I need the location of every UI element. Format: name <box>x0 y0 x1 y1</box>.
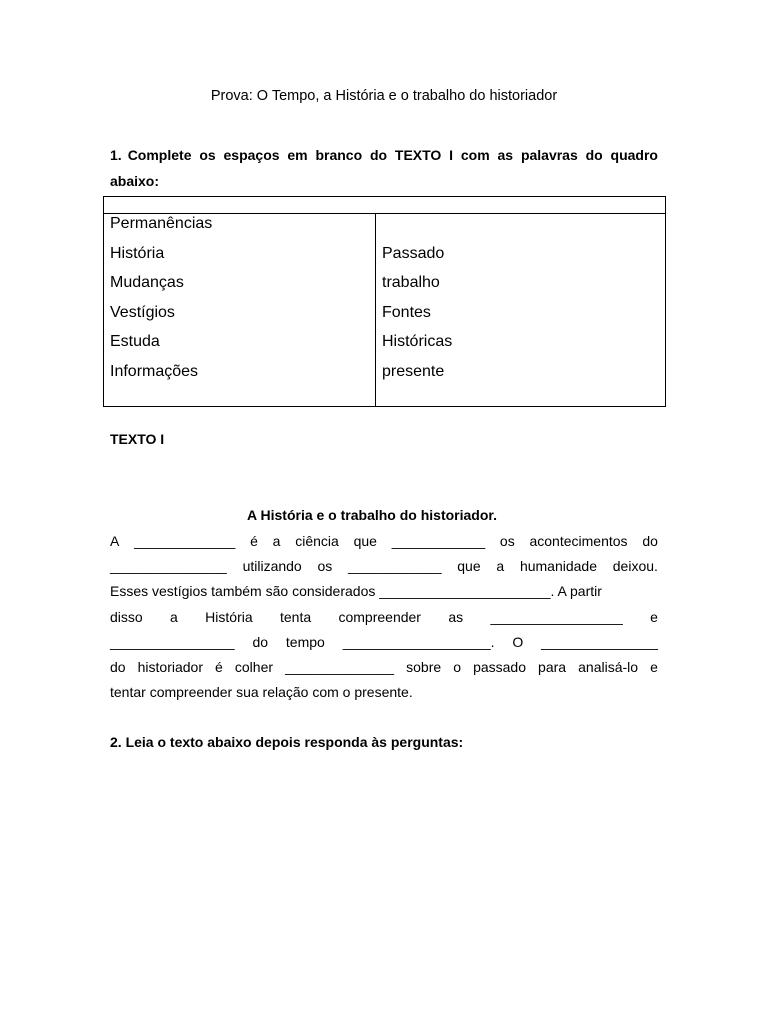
fill-in-paragraph <box>110 529 658 705</box>
question-1-number: 1. <box>110 147 122 163</box>
table-divider-vertical <box>375 213 376 406</box>
paragraph-line <box>110 655 658 680</box>
paragraph-word: ______________ <box>285 658 395 675</box>
question-1-text: Complete os espaços em branco do TEXTO I com as palavras do quadro abaixo: <box>110 147 658 189</box>
paragraph-word: é <box>215 658 223 675</box>
word-item: trabalho <box>382 274 440 292</box>
paragraph-word: os <box>317 558 333 575</box>
paragraph-word: disso <box>110 608 143 625</box>
word-item: Vestígios <box>110 303 175 321</box>
page-title: Prova: O Tempo, a História e o trabalho do historiador <box>210 88 558 104</box>
paragraph-word: é <box>250 533 258 549</box>
paragraph-word: ____________ <box>348 558 442 575</box>
paragraph-word: a <box>170 608 178 625</box>
paragraph-word: e <box>650 658 658 675</box>
paragraph-word: passado <box>473 658 526 675</box>
text-title: A História e o trabalho do historiador. <box>247 507 497 523</box>
paragraph-word: ___________________. <box>342 633 495 650</box>
paragraph-word: utilizando <box>242 558 302 575</box>
question-2: 2. Leia o texto abaixo depois responda às perguntas: <box>110 734 464 750</box>
word-item: Estuda <box>110 333 160 351</box>
texto-label: TEXTO I <box>110 431 165 447</box>
paragraph-word: que <box>353 533 377 549</box>
paragraph-line <box>110 554 658 579</box>
paragraph-word: tenta <box>279 608 312 625</box>
paragraph-word: do <box>642 533 658 549</box>
word-item: Informações <box>110 362 199 380</box>
paragraph-word: ________________ <box>110 633 235 650</box>
paragraph-word: historiador <box>137 658 203 675</box>
paragraph-word: e <box>650 608 658 625</box>
paragraph-word: _______________ <box>541 633 658 650</box>
paragraph-word: _____________ <box>134 533 236 549</box>
paragraph-line <box>110 579 658 604</box>
word-column-right <box>382 239 452 387</box>
paragraph-word: _______________ <box>110 558 227 575</box>
word-item: Permanências <box>110 215 213 232</box>
paragraph-word: tempo <box>285 633 325 650</box>
paragraph-word: compreender <box>338 608 421 625</box>
word-item: Mudanças <box>110 274 184 292</box>
paragraph-word: do <box>110 658 126 675</box>
paragraph-word: as <box>448 608 464 625</box>
paragraph-word: deixou. <box>612 558 658 575</box>
paragraph-word: A <box>110 533 120 549</box>
paragraph-word: humanidade <box>519 558 597 575</box>
paragraph-word: sobre <box>406 658 442 675</box>
paragraph-word: o <box>453 658 462 675</box>
paragraph-word: ____________ <box>391 533 486 549</box>
paragraph-word: ciência <box>295 533 339 549</box>
paragraph-word: História <box>205 608 253 625</box>
paragraph-word: acontecimentos <box>529 533 628 549</box>
paragraph-line <box>110 680 658 705</box>
question-1 <box>110 142 658 194</box>
paragraph-word: para <box>538 658 567 675</box>
paragraph-word: tentar compreender sua relação com o presente. <box>110 684 413 701</box>
word-item: Históricas <box>382 333 453 351</box>
paragraph-word: O <box>512 633 524 650</box>
word-item: Passado <box>382 244 445 262</box>
word-item: presente <box>382 362 445 380</box>
word-box-table <box>103 196 666 407</box>
paragraph-word: do <box>252 633 269 650</box>
word-item: Fontes <box>382 303 431 321</box>
paragraph-word: colher <box>234 658 274 675</box>
word-column-left <box>110 209 212 387</box>
paragraph-word: analisá-lo <box>578 658 639 675</box>
paragraph-line <box>110 630 658 655</box>
paragraph-word: a <box>496 558 505 575</box>
paragraph-word: _________________ <box>490 608 623 625</box>
paragraph-word: que <box>457 558 481 575</box>
paragraph-word: a <box>272 533 281 549</box>
paragraph-line <box>110 529 658 554</box>
word-item: História <box>110 244 165 262</box>
paragraph-word: Esses vestígios também são considerados ______________________. A partir <box>110 583 602 600</box>
paragraph-word: os <box>499 533 515 549</box>
paragraph-line <box>110 605 658 630</box>
